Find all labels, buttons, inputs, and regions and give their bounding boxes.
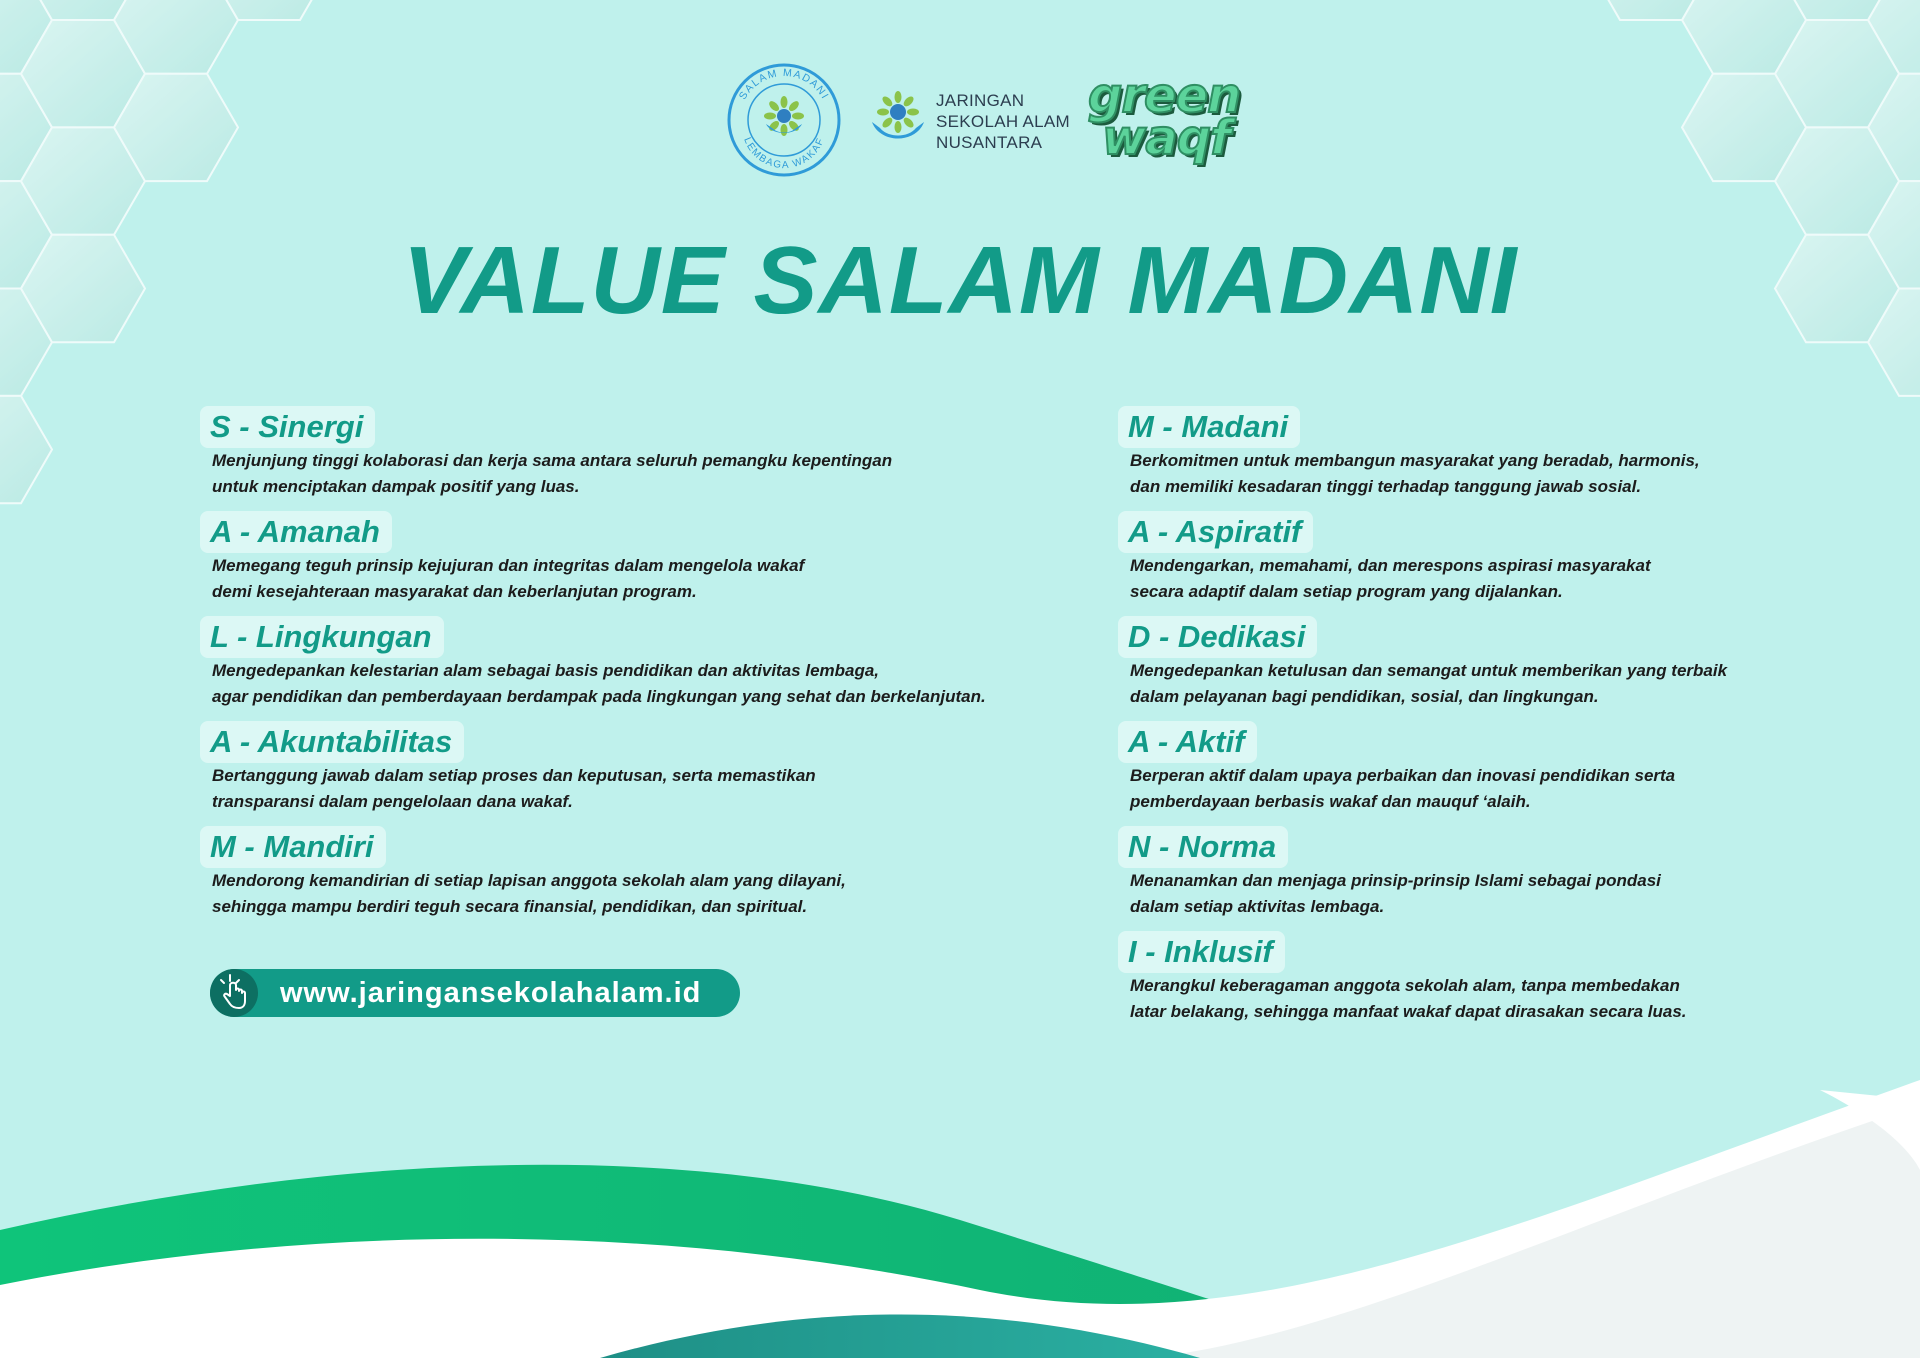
sun-hands-icon bbox=[866, 86, 930, 156]
value-description: Mendengarkan, memahami, dan merespons aspirasi masyarakat secara adaptif dalam setiap program yang dijalankan. bbox=[1130, 556, 1651, 601]
jsan-logo-text bbox=[936, 90, 1070, 153]
pointing-hand-icon bbox=[210, 969, 258, 1017]
value-description: Mendorong kemandirian di setiap lapisan anggota sekolah alam yang dilayani, sehingga mampu berdiri teguh secara finansial, pendidikan, dan spiritual. bbox=[212, 871, 846, 916]
value-description: Merangkul keberagaman anggota sekolah alam, tanpa membedakan latar belakang, sehingga manfaat wakaf dapat dirasakan secara luas. bbox=[1130, 976, 1687, 1021]
green-waqf-logo bbox=[1084, 68, 1254, 176]
value-heading: A - Aktif bbox=[1118, 721, 1257, 763]
values-right-column bbox=[1118, 406, 1920, 1036]
value-item bbox=[1118, 721, 1920, 826]
salam-madani-logo bbox=[726, 62, 842, 178]
value-description: Mengedepankan ketulusan dan semangat untuk memberikan yang terbaik dalam pelayanan bagi pendidikan, sosial, dan lingkungan. bbox=[1130, 661, 1728, 706]
value-heading: L - Lingkungan bbox=[200, 616, 444, 658]
value-item bbox=[200, 616, 1100, 721]
seal-bottom-text: LEMBAGA WAKAF bbox=[741, 135, 827, 172]
value-description: Mengedepankan kelestarian alam sebagai basis pendidikan dan aktivitas lembaga, agar pendidikan dan pemberdayaan berdampak pada lingkungan yang sehat dan berkelanjutan. bbox=[212, 661, 986, 706]
value-item bbox=[1118, 616, 1920, 721]
jsan-line-3: NUSANTARA bbox=[936, 133, 1043, 152]
green-waqf-line-1: green bbox=[1088, 68, 1241, 124]
value-description: Bertanggung jawab dalam setiap proses dan keputusan, serta memastikan transparansi dalam pengelolaan dana wakaf. bbox=[212, 766, 816, 811]
value-item bbox=[200, 826, 1100, 931]
value-heading: A - Akuntabilitas bbox=[200, 721, 464, 763]
value-item bbox=[1118, 826, 1920, 931]
website-link[interactable] bbox=[210, 969, 740, 1017]
values-left-column bbox=[200, 406, 1100, 931]
value-item bbox=[200, 511, 1100, 616]
value-heading: I - Inklusif bbox=[1118, 931, 1285, 973]
value-heading: A - Aspiratif bbox=[1118, 511, 1313, 553]
value-item bbox=[200, 721, 1100, 826]
value-description: Menanamkan dan menjaga prinsip-prinsip Islami sebagai pondasi dalam setiap aktivitas lembaga. bbox=[1130, 871, 1661, 916]
value-heading: M - Mandiri bbox=[200, 826, 386, 868]
value-heading: S - Sinergi bbox=[200, 406, 375, 448]
jsan-line-2: SEKOLAH ALAM bbox=[936, 112, 1070, 131]
jaringan-sekolah-alam-logo bbox=[866, 86, 1076, 156]
value-heading: A - Amanah bbox=[200, 511, 392, 553]
value-item bbox=[200, 406, 1100, 511]
website-url: www.jaringansekolahalam.id bbox=[280, 977, 702, 1009]
value-description: Berkomitmen untuk membangun masyarakat yang beradab, harmonis, dan memiliki kesadaran tinggi terhadap tanggung jawab sosial. bbox=[1130, 451, 1700, 496]
jsan-line-1: JARINGAN bbox=[936, 91, 1025, 110]
logo-bar bbox=[0, 62, 1920, 182]
value-item bbox=[1118, 931, 1920, 1036]
seal-top-text: SALAM MADANI bbox=[736, 66, 832, 102]
green-waqf-line-2: waqf bbox=[1102, 110, 1230, 166]
page-title: VALUE SALAM MADANI bbox=[402, 227, 1518, 334]
value-description: Memegang teguh prinsip kejujuran dan integritas dalam mengelola wakaf demi kesejahteraan masyarakat dan keberlanjutan program. bbox=[212, 556, 805, 601]
value-item bbox=[1118, 511, 1920, 616]
value-item bbox=[1118, 406, 1920, 511]
value-heading: M - Madani bbox=[1118, 406, 1300, 448]
value-description: Berperan aktif dalam upaya perbaikan dan inovasi pendidikan serta pemberdayaan berbasis wakaf dan mauquf ‘alaih. bbox=[1130, 766, 1676, 811]
value-heading: N - Norma bbox=[1118, 826, 1288, 868]
value-heading: D - Dedikasi bbox=[1118, 616, 1317, 658]
value-description: Menjunjung tinggi kolaborasi dan kerja sama antara seluruh pemangku kepentingan untuk menciptakan dampak positif yang luas. bbox=[212, 451, 893, 496]
